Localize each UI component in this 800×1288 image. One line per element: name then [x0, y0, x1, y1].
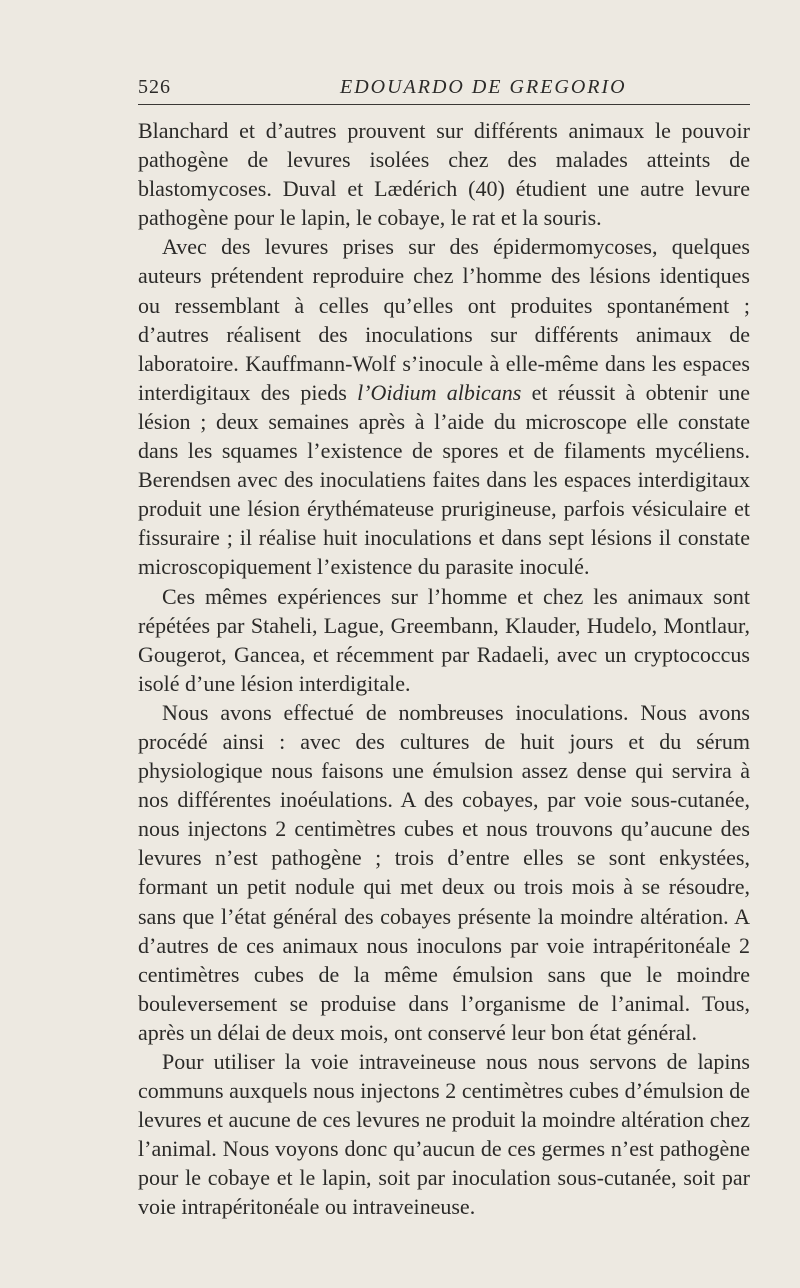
header-rule	[138, 104, 750, 105]
paragraph-3: Ces mêmes expériences sur l’homme et chez les animaux sont répétées par Staheli, Lague, Greembann, Klauder, Hudelo, Montlaur, Gougerot, Gancea, et récemment par Radaeli, avec un cryptococcus isolé d’une lésion interdigitale.	[138, 583, 750, 696]
running-head: EDOUARDO DE GREGORIO	[340, 76, 627, 98]
body-text	[138, 116, 750, 1222]
page-number: 526	[138, 76, 171, 98]
paragraph-1: Blanchard et d’autres prouvent sur différents animaux le pouvoir pathogène de levures isolées chez des malades atteints de blastomycoses. Duval et Lædérich (40) étudient une autre levure pathogène pour le lapin, le cobaye, le rat et la souris.	[138, 118, 750, 231]
paragraph-2	[138, 232, 750, 581]
page-header	[138, 76, 750, 102]
paragraph-2-part-a: Avec des levures prises sur des épidermomycoses, quelques auteurs prétendent reproduire chez l’homme des lésions identiques ou ressemblant à celles qu’elles ont produites spontanément ; d’autres réalisent des inoculations sur différents animaux de laboratoire. Kauffmann-Wolf s’inocule à elle-même dans les espaces interdigitaux des pieds	[138, 234, 750, 405]
paragraph-2-italic-term: l’Oidium albicans	[357, 379, 522, 405]
paragraph-4: Nous avons effectué de nombreuses inoculations. Nous avons procédé ainsi : avec des cultures de huit jours et du sérum physiologique nous faisons une émulsion assez dense qui servira à nos différentes inoéulations. A des cobayes, par voie sous-cutanée, nous injectons 2 centimètres cubes et nous trouvons qu’aucune des levures n’est pathogène ; trois d’entre elles se sont enkystées, formant un petit nodule qui met deux ou trois mois à se résoudre, sans que l’état général des cobayes présente la moindre altération. A d’autres de ces animaux nous inoculons par voie intrapéritonéale 2 centimètres cubes de la même émulsion sans que le moindre bouleversement se produise dans l’organisme de l’animal. Tous, après un délai de deux mois, ont conservé leur bon état général.	[138, 699, 750, 1045]
paragraph-5: Pour utiliser la voie intraveineuse nous nous servons de lapins communs auxquels nous injectons 2 centimètres cubes d’émulsion de levures et aucune de ces levures ne produit la moindre altération chez l’animal. Nous voyons donc qu’aucun de ces germes n’est pathogène pour le cobaye et le lapin, soit par inoculation sous-cutanée, soit par voie intrapéritonéale ou intraveineuse.	[138, 1049, 750, 1220]
paragraph-2-part-b: et réussit à obtenir une lésion ; deux semaines après à l’aide du microscope elle constate dans les squames l’existence de spores et de filaments mycéliens. Berendsen avec des inoculatiens faites dans les espaces interdigitaux produit une lésion érythémateuse prurigineuse, parfois vésiculaire et fissuraire ; il réalise huit inoculations et dans sept lésions il constate microscopiquement l’existence du parasite inoculé.	[138, 379, 750, 580]
